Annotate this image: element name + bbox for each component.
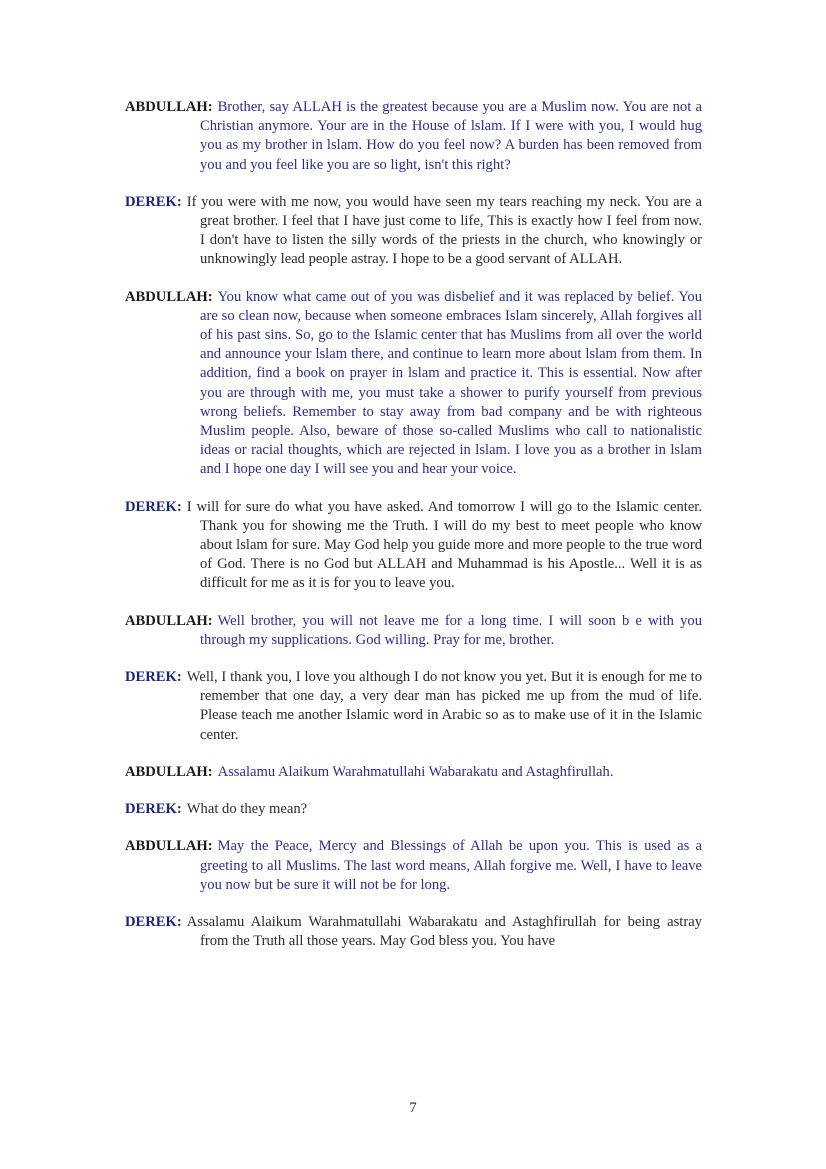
dialogue-entry: [125, 193, 702, 270]
speaker-name: ABDULLAH:: [125, 763, 213, 780]
speaker-name: ABDULLAH:: [125, 838, 213, 855]
speaker-name: DEREK:: [125, 669, 182, 686]
dialogue-entry: [125, 288, 702, 480]
dialogue-entry: [125, 837, 702, 895]
speaker-name: DEREK:: [125, 801, 182, 818]
speaker-name: DEREK:: [125, 193, 182, 210]
dialogue-entry: [125, 800, 702, 819]
dialogue-entry: [125, 763, 702, 782]
dialogue-text: Assalamu Alaikum Warahmatullahi Wabarakatu and Astaghfirullah.: [217, 763, 614, 780]
dialogue-entry: [125, 612, 702, 650]
speaker-name: ABDULLAH:: [125, 99, 213, 115]
dialogue-text: You know what came out of you was disbelief and it was replaced by belief. You are so clean now, because when someone embraces Islam sincerely, Allah forgives all of his past sins. So, go to the Islamic center that has Muslims from all over the world and announce your lslam there, and continue to learn more about lslam from them. In addition, find a book on prayer in lslam and practice it. This is essential. Now after you are through with me, you must take a shower to purify yourself from previous wrong beliefs. Remember to stay away from bad company and be with righteous Muslim people. Also, beware of those so-called Muslims who call to nationalistic ideas or racial thoughts, which are rejected in lslam. I love you as a brother in lslam and I hope one day I will see you and hear your voice.: [200, 288, 702, 478]
dialogue-entry: [125, 913, 702, 951]
dialogue-text: If you were with me now, you would have seen my tears reaching my neck. You are a great brother. I feel that I have just come to life, This is exactly how I feel from now. I don't have to listen the silly words of the priests in the church, who knowingly or unknowingly lead people astray. I hope to be a good servant of ALLAH.: [186, 193, 702, 268]
dialogue-text: Well brother, you will not leave me for a long time. I will soon b e with you through my supplications. God willing. Pray for me, brother.: [200, 612, 702, 648]
dialogue-entry: [125, 498, 702, 594]
page-number: 7: [409, 1100, 417, 1116]
speaker-name: DEREK:: [125, 913, 182, 930]
dialogue-text: Brother, say ALLAH is the greatest because you are a Muslim now. You are not a Christian anymore. Your are in the House of lslam. If I were with you, I would hug you as my brother in lslam. How do you feel now? A burden has been removed from you and you feel like you are so light, isn't this right?: [200, 99, 702, 173]
speaker-name: DEREK:: [125, 498, 182, 515]
dialogue-text: Assalamu Alaikum Warahmatullahi Wabarakatu and Astaghfirullah for being astray from the Truth all those years. May God bless you. You have: [186, 913, 702, 950]
dialogue-text: I will for sure do what you have asked. And tomorrow I will go to the Islamic center. Thank you for showing me the Truth. I will do my best to meet people who know about lslam for sure. May God help you guide more and more people to the true word of God. There is no God but ALLAH and Muhammad is his Apostle... Well it is as difficult for me as it is for you to leave you.: [186, 498, 702, 592]
dialogue-transcript: [125, 98, 702, 969]
dialogue-text: Well, I thank you, I love you although I do not know you yet. But it is enough for me to remember that one day, a very dear man has picked me up from the mud of life. Please teach me another Islamic word in Arabic so as to make use of it in the Islamic center.: [186, 669, 702, 743]
dialogue-text: May the Peace, Mercy and Blessings of Allah be upon you. This is used as a greeting to all Muslims. The last word means, Allah forgive me. Well, I have to leave you now but be sure it will not be for long.: [200, 838, 702, 893]
speaker-name: ABDULLAH:: [125, 288, 213, 305]
dialogue-entry: [125, 98, 702, 175]
dialogue-text: What do they mean?: [186, 801, 308, 818]
dialogue-entry: [125, 668, 702, 745]
speaker-name: ABDULLAH:: [125, 612, 213, 629]
